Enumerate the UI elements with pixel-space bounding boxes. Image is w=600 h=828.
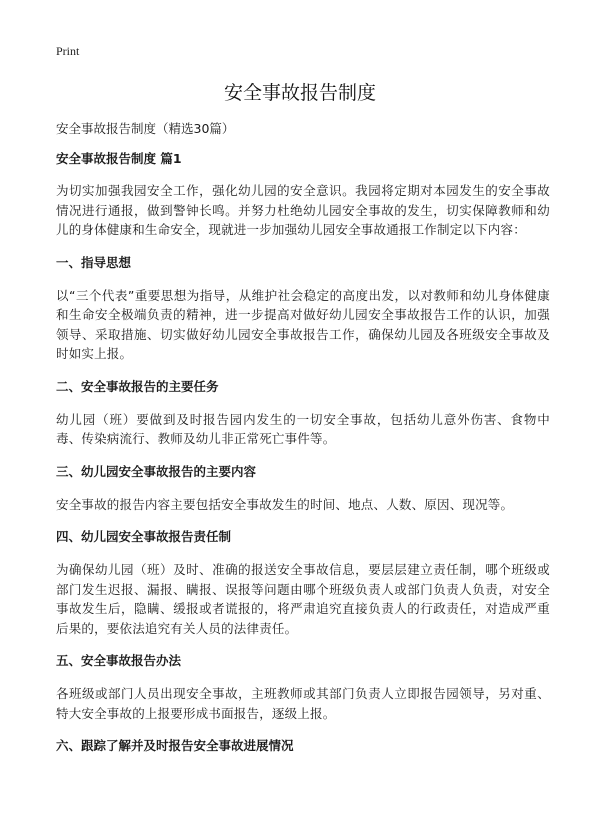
section-heading-1: 一、指导思想 [56,254,132,270]
section-body-4: 为确保幼儿园（班）及时、准确的报送安全事故信息，要层层建立责任制，哪个班级或部门发生迟报、漏报、瞒报、误报等问题由哪个班级负责人或部门负责人负责，对安全事故发生后，隐瞒、缓报或者谎报的，将严肃追究直接负责人的行政责任，对造成严重后果的，要依法追究有关人员的法律责任。 [56,562,550,636]
document-subtitle: 安全事故报告制度（精选30篇） [56,121,235,136]
intro-paragraph: 为切实加强我园安全工作，强化幼儿园的安全意识。我园将定期对本园发生的安全事故情况进行通报，做到警钟长鸣。并努力杜绝幼儿园安全事故的发生，切实保障教师和幼儿的身体健康和生命安全，现就进一步加强幼儿园安全事故通报工作制定以下内容： [56,183,550,237]
section-heading-6: 六、跟踪了解并及时报告安全事故进展情况 [56,738,294,753]
section-body-1: 以“三个代表”重要思想为指导，从维护社会稳定的高度出发，以对教师和幼儿身体健康和生命安全极端负责的精神，进一步提高对做好幼儿园安全事故报告工作的认识，加强领导、采取措施、切实做好幼儿园安全事故报告工作，确保幼儿园及各班级安全事故及时如实上报。 [56,287,550,361]
section-body-3: 安全事故的报告内容主要包括安全事故发生的时间、地点、人数、原因、现况等。 [56,496,514,512]
section-body-2: 幼儿园（班）要做到及时报告园内发生的一切安全事故，包括幼儿意外伤害、食物中毒、传染病流行、教师及幼儿非正常死亡事件等。 [56,411,550,446]
article-title: 安全事故报告制度 篇1 [56,151,182,166]
section-body-5: 各班级或部门人员出现安全事故，主班教师或其部门负责人立即报告园领导，另对重、特大安全事故的上报要形成书面报告，逐级上报。 [56,686,550,721]
document-body [56,119,550,769]
section-heading-2: 二、安全事故报告的主要任务 [56,378,219,394]
section-heading-4: 四、幼儿园安全事故报告责任制 [56,529,232,544]
print-label[interactable]: Print [56,44,80,58]
section-heading-3: 三、幼儿园安全事故报告的主要内容 [56,463,257,479]
section-heading-5: 五、安全事故报告办法 [56,653,182,668]
page-title: 安全事故报告制度 [223,82,376,104]
